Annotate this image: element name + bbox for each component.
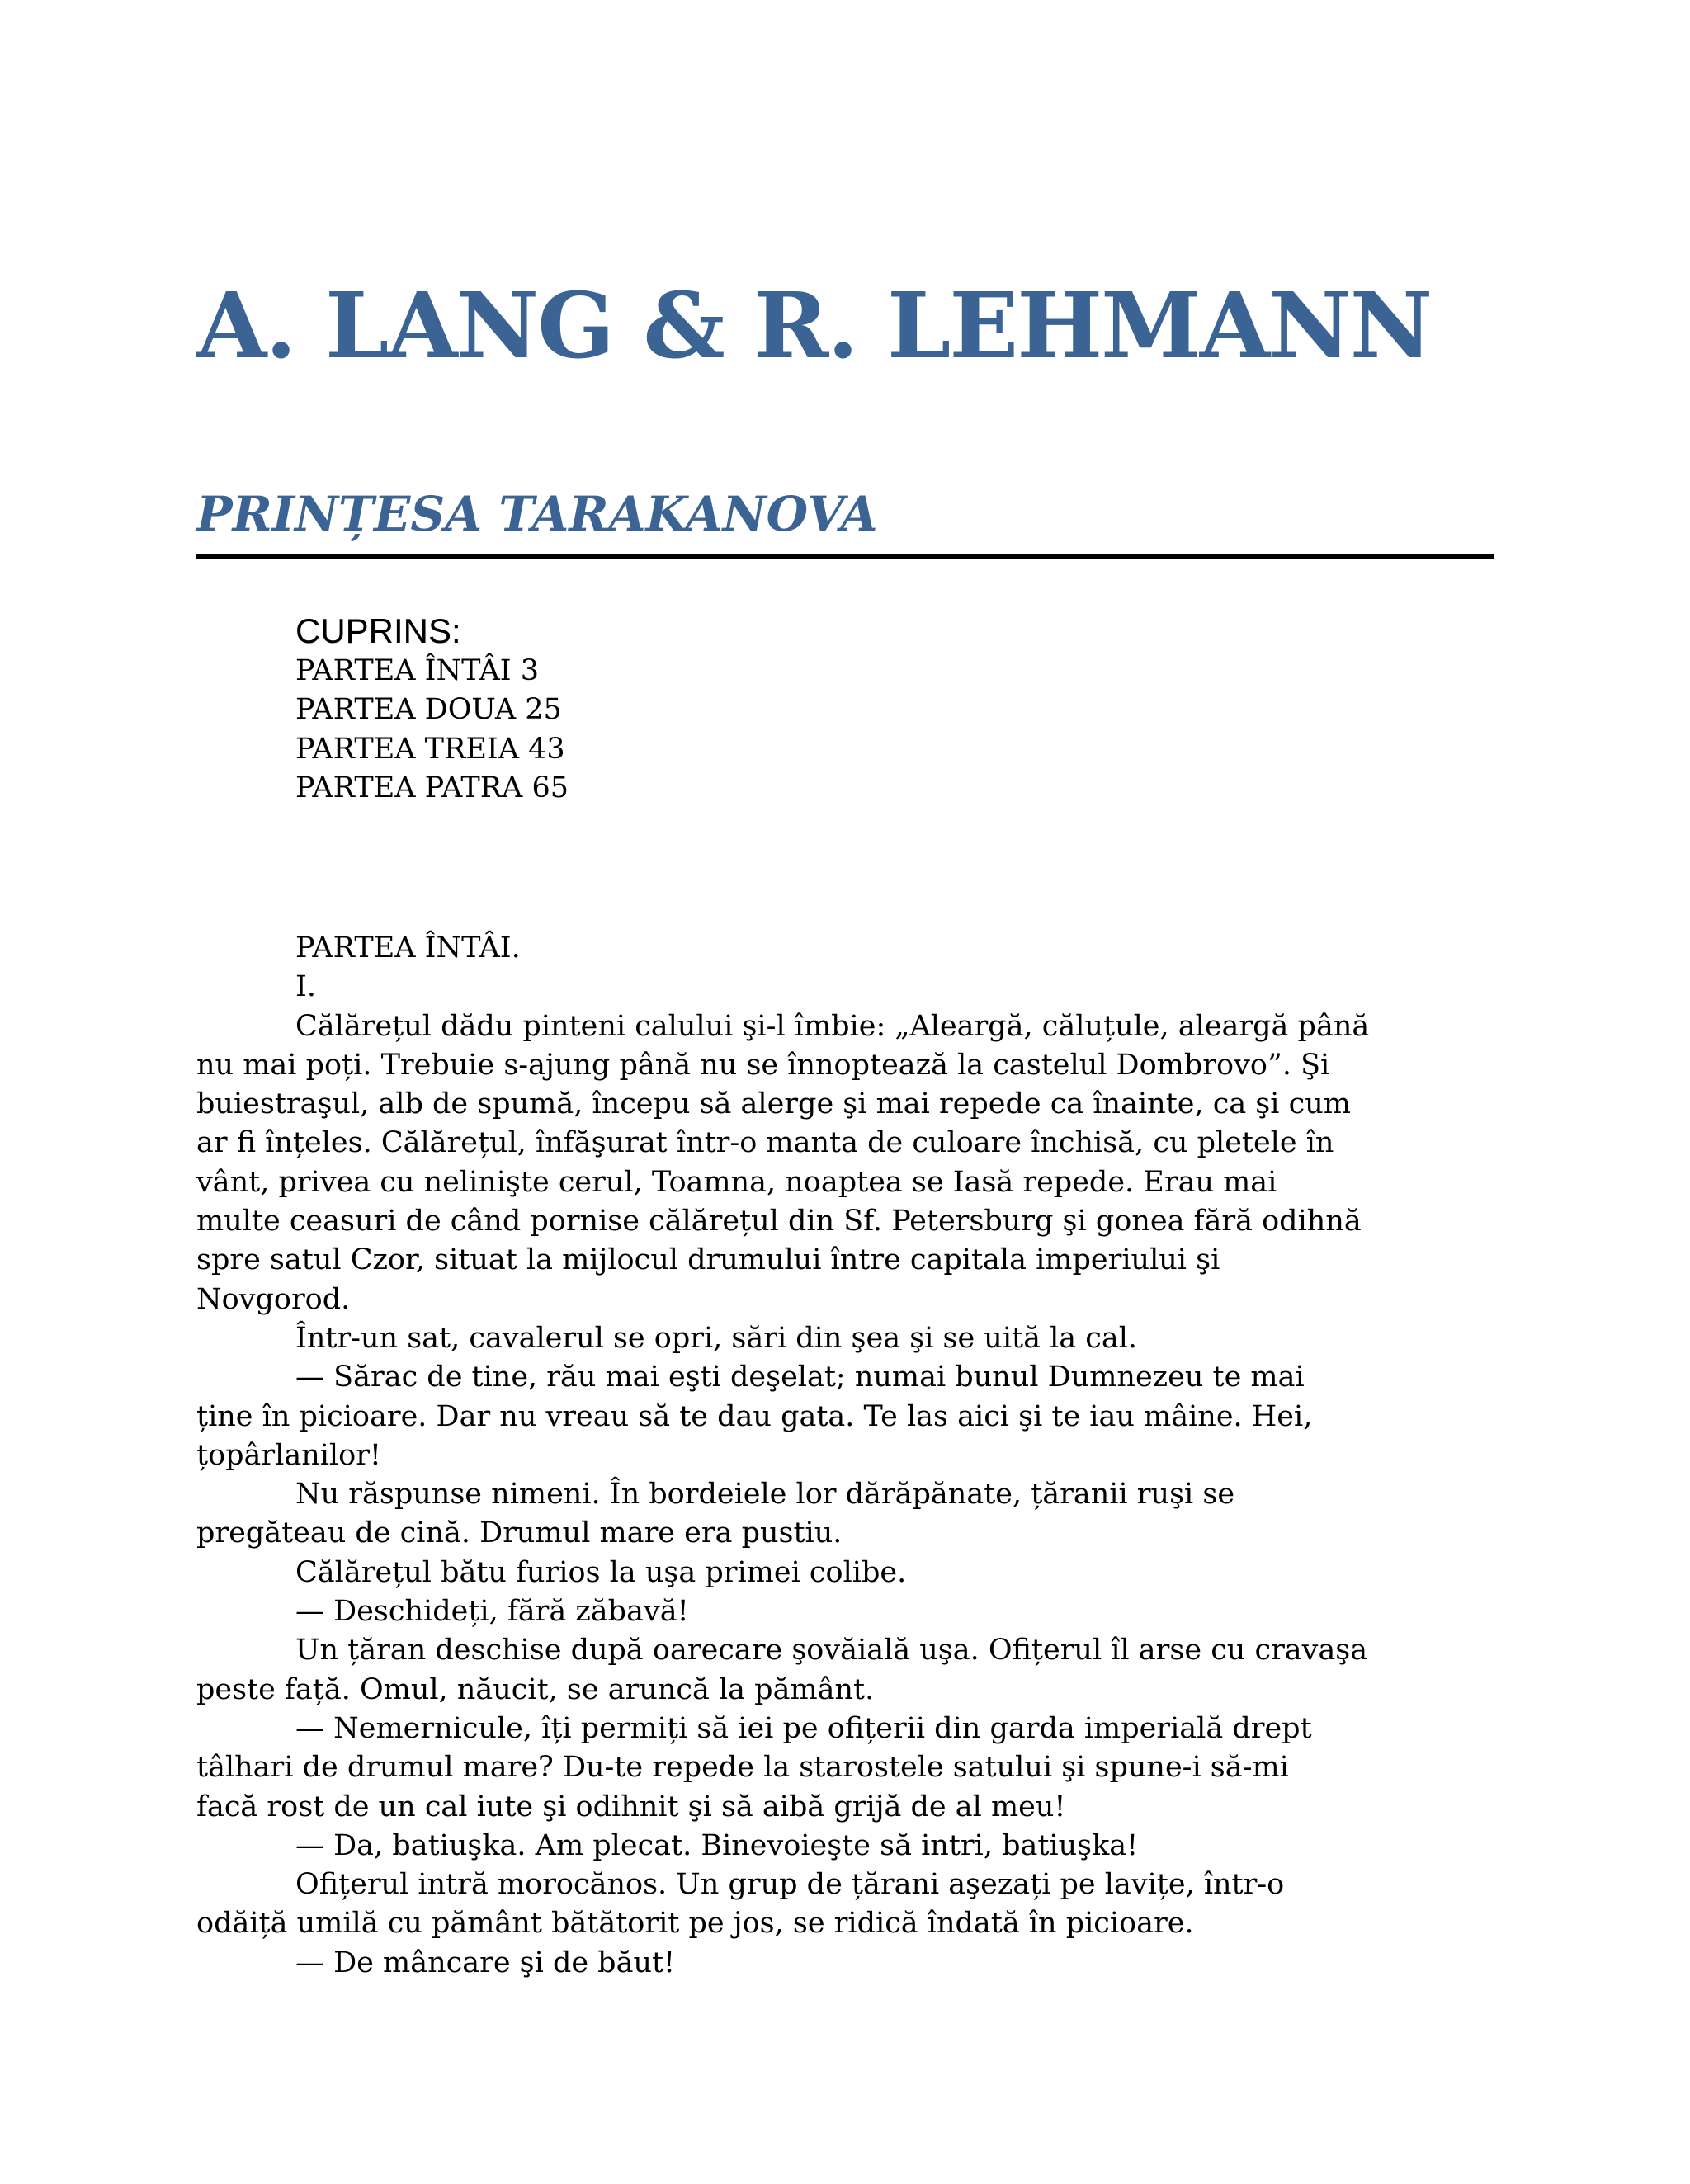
body-line: vânt, privea cu nelinişte cerul, Toamna, noaptea se Iasă repede. Erau mai xyxy=(196,1165,1277,1199)
body-line: odăiță umilă cu pământ bătătorit pe jos, se ridică îndată în picioare. xyxy=(196,1907,1194,1941)
body-line: spre satul Czor, situat la mijlocul drumului între capitala imperiului şi xyxy=(196,1243,1220,1277)
toc-entry: PARTEA DOUA 25 xyxy=(295,693,562,727)
toc-entry: PARTEA TREIA 43 xyxy=(295,732,565,766)
toc-entry: PARTEA PATRA 65 xyxy=(295,771,569,804)
body-line: pregăteau de cină. Drumul mare era pustiu. xyxy=(196,1517,843,1550)
body-line: buiestraşul, alb de spumă, începu să alerge şi mai repede ca înainte, ca şi cum xyxy=(196,1087,1351,1121)
body-line: nu mai poți. Trebuie s-ajung până nu se înnoptează la castelul Dombrovo”. Şi xyxy=(196,1048,1330,1082)
body-line: — Da, batiuşka. Am plecat. Binevoieşte să intri, batiuşka! xyxy=(295,1828,1139,1862)
body-line: țopârlanilor! xyxy=(196,1438,381,1472)
book-title: PRINȚESA TARAKANOVA xyxy=(196,486,878,542)
toc-heading: CUPRINS: xyxy=(295,611,461,650)
body-line: Nu răspunse nimeni. În bordeiele lor dărăpănate, țăranii ruşi se xyxy=(295,1478,1235,1512)
body-line: ține în picioare. Dar nu vreau să te dau gata. Te las aici şi te iau mâine. Hei, xyxy=(196,1399,1313,1433)
body-line: tâlhari de drumul mare? Du-te repede la starostele satului şi spune-i să-mi xyxy=(196,1751,1289,1785)
body-line: Călărețul bătu furios la uşa primei colibe. xyxy=(295,1555,907,1589)
body-line: facă rost de un cal iute şi odihnit şi să aibă grijă de al meu! xyxy=(196,1790,1066,1823)
body-line: Un țăran deschise după oarecare şovăială uşa. Ofițerul îl arse cu cravaşa xyxy=(295,1634,1368,1667)
body-line: multe ceasuri de când pornise călărețul din Sf. Petersburg şi gonea fără odihnă xyxy=(196,1205,1362,1238)
body-line: Ofițerul intră morocănos. Un grup de țărani aşezați pe lavițe, într-o xyxy=(295,1868,1285,1902)
body-line: peste față. Omul, năucit, se aruncă la pământ. xyxy=(196,1672,875,1706)
body-line: — Sărac de tine, rău mai eşti deşelat; numai bunul Dumnezeu te mai xyxy=(295,1361,1305,1394)
body-line: Novgorod. xyxy=(196,1282,351,1316)
title-underline-rule xyxy=(196,554,1494,559)
table-of-contents xyxy=(295,611,569,808)
body-line: — Nemernicule, îți permiți să iei pe ofițerii din garda imperială drept xyxy=(295,1711,1312,1745)
body-line: — De mâncare şi de băut! xyxy=(295,1946,676,1979)
body-line: — Deschideți, fără zăbavă! xyxy=(295,1595,689,1629)
body-line: PARTEA ÎNTÂI. xyxy=(295,932,521,965)
body-line: Călărețul dădu pinteni calului şi-l îmbie: „Aleargă, căluțule, aleargă până xyxy=(295,1009,1370,1043)
body-line: ar fi înțeles. Călărețul, înfăşurat într-o manta de culoare închisă, cu pletele în xyxy=(196,1126,1334,1160)
author-heading: A. LANG & R. LEHMANN xyxy=(196,272,1432,379)
body-line: I. xyxy=(295,970,316,1004)
body-line: Într-un sat, cavalerul se opri, sări din şea şi se uită la cal. xyxy=(295,1321,1138,1355)
body-text xyxy=(196,929,1369,1983)
toc-entry: PARTEA ÎNTÂI 3 xyxy=(295,654,540,687)
